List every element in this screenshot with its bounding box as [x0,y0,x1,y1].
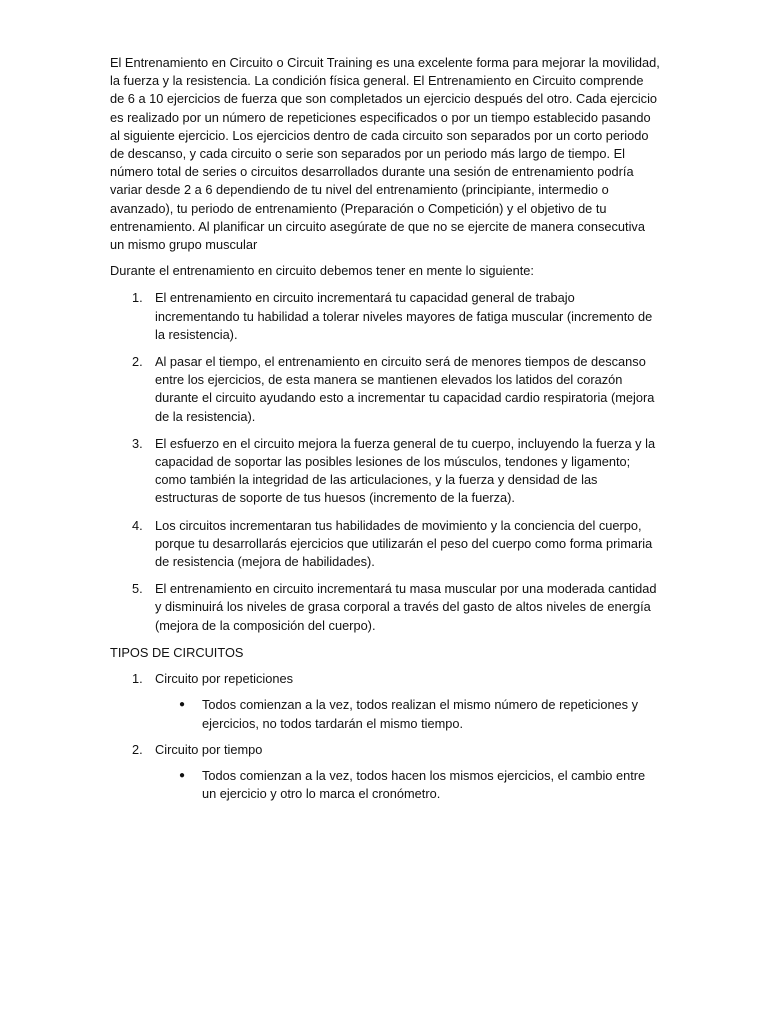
bullet-item [155,767,660,803]
bullet-list [155,767,660,803]
circuit-types-list [110,670,660,803]
list-number: 3. [132,435,143,451]
document-page [110,54,660,811]
bullet-icon: ● [179,769,186,781]
list-item-text: Los circuitos incrementaran tus habilidades de movimiento y la conciencia del cuerpo, porque tu desarrollarás ejercicios que utilizarán el peso del cuerpo como forma primaria de resistencia (mejora de habilidades). [155,517,653,570]
circuit-type-item [110,741,660,804]
circuit-type-item [110,670,660,733]
list-item [110,517,660,572]
circuit-type-name: Circuito por tiempo [155,741,263,757]
list-number: 2. [132,354,143,370]
list-item-text: El entrenamiento en circuito incrementará tu masa muscular por una moderada cantidad y disminuirá los niveles de grasa corporal a través del gasto de altos niveles de energía (mejora de la composición del cuerpo). [155,581,657,633]
list-item-text: El entrenamiento en circuito incrementará tu capacidad general de trabajo incrementando tu habilidad a tolerar niveles mayores de fatiga muscular (incremento de la resistencia). [155,290,653,342]
list-number: 2. [132,741,143,757]
section-heading: TIPOS DE CIRCUITOS [110,644,244,660]
list-item-text: Al pasar el tiempo, el entrenamiento en circuito será de menores tiempos de descanso entre los ejercicios, de esta manera se mantienen elevados los latidos del corazón durante el circuito ayudando esto a incrementar tu capacidad cardio respiratoria (mejora de la resistencia). [155,354,655,424]
bullet-item [155,696,660,732]
list-item-text: El esfuerzo en el circuito mejora la fuerza general de tu cuerpo, incluyendo la fuerza y la capacidad de soportar las posibles lesiones de los músculos, tendones y ligamento; como también la integridad de las articulaciones, y la fuerza y densidad de las estructuras de soporte de tus huesos (incremento de la fuerza). [155,435,656,506]
bullet-list [155,696,660,732]
benefits-list [110,289,660,634]
list-item [110,353,660,426]
intro-paragraph: El Entrenamiento en Circuito o Circuit Training es una excelente forma para mejorar la movilidad, la fuerza y la resistencia. La condición física general. El Entrenamiento en Circuito comprende de 6 a 10 ejercicios de fuerza que son completados un ejercicio después del otro. Cada ejercicio es realizado por un número de repeticiones especificados o por un tiempo establecido pasando al siguiente ejercicio. Los ejercicios dentro de cada circuito son separados por un corto periodo de descanso, y cada circuito o serie son separados por un periodo más largo de tiempo. El número total de series o circuitos desarrollados durante una sesión de entrenamiento podría variar desde 2 a 6 dependiendo de tu nivel del entrenamiento (principiante, intermedio o avanzado), tu periodo de entrenamiento (Preparación o Competición) y el objetivo de tu entrenamiento. Al planificar un circuito asegúrate de que no se ejercite de manera consecutiva un mismo grupo muscular [110,55,660,253]
list-item [110,435,660,508]
bullet-icon: ● [179,699,186,711]
list-number: 4. [132,517,143,533]
circuit-type-name: Circuito por repeticiones [155,671,293,687]
list-item [110,580,660,635]
list-number: 1. [132,290,143,306]
bullet-text: Todos comienzan a la vez, todos hacen los mismos ejercicios, el cambio entre un ejercicio y otro lo marca el cronómetro. [202,767,646,802]
list-number: 1. [132,671,143,687]
list-item [110,289,660,344]
list-number: 5. [132,581,143,597]
lead-paragraph: Durante el entrenamiento en circuito debemos tener en mente lo siguiente: [110,263,534,279]
bullet-text: Todos comienzan a la vez, todos realizan el mismo número de repeticiones y ejercicios, no todos tardarán el mismo tiempo. [202,697,639,731]
